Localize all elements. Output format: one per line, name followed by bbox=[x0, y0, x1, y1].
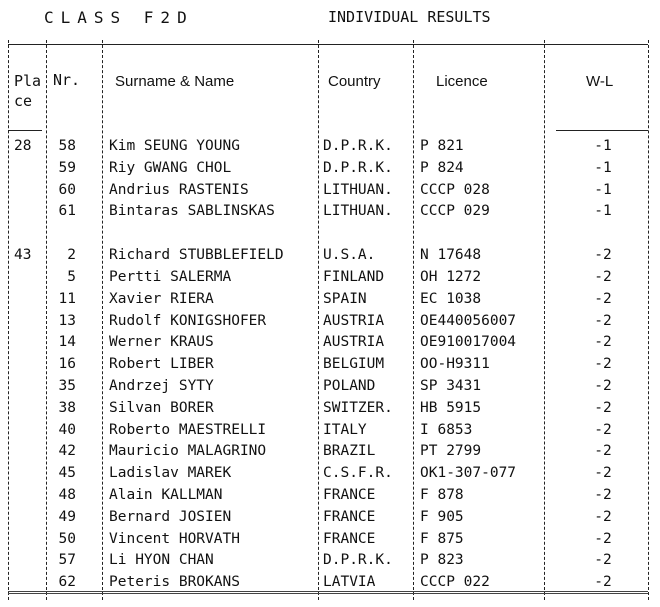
table-bottom-rule bbox=[8, 591, 648, 594]
nr-cell: 2 bbox=[67, 247, 76, 264]
nr-cell: 49 bbox=[58, 508, 76, 525]
table-row bbox=[8, 508, 652, 530]
name-cell: Rudolf KONIGSHOFER bbox=[109, 312, 267, 329]
name-cell: Alain KALLMAN bbox=[109, 486, 223, 503]
table-row bbox=[8, 181, 652, 203]
licence-cell: P 821 bbox=[420, 138, 464, 154]
country-cell: D.P.R.K. bbox=[323, 159, 393, 176]
table-row bbox=[8, 312, 652, 334]
nr-cell: 14 bbox=[58, 334, 76, 351]
header-surname: Surname & Name bbox=[115, 73, 235, 90]
licence-cell: OO-H9311 bbox=[420, 356, 490, 373]
nr-cell: 13 bbox=[58, 312, 76, 329]
table-row bbox=[8, 268, 652, 290]
table-row bbox=[8, 442, 652, 464]
country-cell: FINLAND bbox=[323, 268, 385, 285]
name-cell: Werner KRAUS bbox=[109, 334, 214, 351]
table-row bbox=[8, 377, 652, 399]
wl-cell: -2 bbox=[594, 486, 612, 503]
header-country: Country bbox=[328, 73, 381, 90]
result-group bbox=[8, 246, 652, 595]
table-row bbox=[8, 486, 652, 508]
licence-cell: OE910017004 bbox=[420, 334, 517, 351]
table-row bbox=[8, 137, 652, 159]
table-row bbox=[8, 290, 652, 312]
header-underline bbox=[556, 130, 648, 131]
wl-cell: -2 bbox=[594, 552, 612, 569]
licence-cell: CCCP 022 bbox=[420, 574, 490, 591]
wl-cell: -2 bbox=[594, 443, 612, 460]
name-cell: Bintaras SABLINSKAS bbox=[109, 203, 275, 220]
table-top-rule bbox=[8, 44, 648, 45]
nr-cell: 45 bbox=[58, 465, 76, 482]
country-cell: D.P.R.K. bbox=[323, 138, 393, 154]
wl-cell: -1 bbox=[594, 203, 612, 220]
results-subtitle: INDIVIDUAL RESULTS bbox=[328, 8, 491, 26]
nr-cell: 5 bbox=[67, 268, 76, 285]
licence-cell: CCCP 028 bbox=[420, 181, 490, 198]
wl-cell: -2 bbox=[594, 421, 612, 438]
name-cell: Roberto MAESTRELLI bbox=[109, 421, 267, 438]
wl-cell: -2 bbox=[594, 268, 612, 285]
licence-cell: SP 3431 bbox=[420, 377, 482, 394]
wl-cell: -2 bbox=[594, 290, 612, 307]
licence-cell: OH 1272 bbox=[420, 268, 482, 285]
table-row bbox=[8, 202, 652, 224]
result-group bbox=[8, 137, 652, 224]
licence-cell: I 6853 bbox=[420, 421, 473, 438]
group-spacer bbox=[8, 224, 652, 246]
country-cell: FRANCE bbox=[323, 486, 376, 503]
country-cell: LITHUAN. bbox=[323, 203, 393, 220]
country-cell: C.S.F.R. bbox=[323, 465, 393, 482]
place-cell: 43 bbox=[14, 247, 32, 264]
place-cell: 28 bbox=[14, 138, 32, 154]
nr-cell: 40 bbox=[58, 421, 76, 438]
nr-cell: 16 bbox=[58, 356, 76, 373]
table-row bbox=[8, 421, 652, 443]
class-title: CLASS F2D bbox=[44, 8, 194, 27]
name-cell: Kim SEUNG YOUNG bbox=[109, 138, 240, 154]
nr-cell: 48 bbox=[58, 486, 76, 503]
country-cell: BELGIUM bbox=[323, 356, 385, 373]
licence-cell: HB 5915 bbox=[420, 399, 482, 416]
table-row bbox=[8, 333, 652, 355]
table-row bbox=[8, 530, 652, 552]
name-cell: Silvan BORER bbox=[109, 399, 214, 416]
table-row bbox=[8, 464, 652, 486]
table-body bbox=[8, 137, 652, 595]
table-row bbox=[8, 355, 652, 377]
country-cell: LITHUAN. bbox=[323, 181, 393, 198]
wl-cell: -2 bbox=[594, 465, 612, 482]
table-row bbox=[8, 159, 652, 181]
nr-cell: 58 bbox=[58, 138, 76, 154]
nr-cell: 38 bbox=[58, 399, 76, 416]
licence-cell: P 824 bbox=[420, 159, 464, 176]
licence-cell: F 905 bbox=[420, 508, 464, 525]
name-cell: Pertti SALERMA bbox=[109, 268, 232, 285]
header-nr: Nr. bbox=[53, 71, 81, 89]
wl-cell: -2 bbox=[594, 530, 612, 547]
name-cell: Andrzej SYTY bbox=[109, 377, 214, 394]
licence-cell: P 823 bbox=[420, 552, 464, 569]
header-underline bbox=[8, 130, 42, 131]
country-cell: SWITZER. bbox=[323, 399, 393, 416]
country-cell: BRAZIL bbox=[323, 443, 376, 460]
country-cell: AUSTRIA bbox=[323, 334, 385, 351]
nr-cell: 57 bbox=[58, 552, 76, 569]
table-row bbox=[8, 551, 652, 573]
wl-cell: -1 bbox=[594, 181, 612, 198]
licence-cell: EC 1038 bbox=[420, 290, 482, 307]
licence-cell: F 878 bbox=[420, 486, 464, 503]
licence-cell: PT 2799 bbox=[420, 443, 482, 460]
licence-cell: CCCP 029 bbox=[420, 203, 490, 220]
header-place: Pla ce bbox=[14, 72, 42, 110]
licence-cell: OK1-307-077 bbox=[420, 465, 517, 482]
wl-cell: -2 bbox=[594, 312, 612, 329]
header-licence: Licence bbox=[436, 73, 488, 90]
country-cell: SPAIN bbox=[323, 290, 367, 307]
country-cell: AUSTRIA bbox=[323, 312, 385, 329]
wl-cell: -1 bbox=[594, 138, 612, 154]
licence-cell: N 17648 bbox=[420, 247, 482, 264]
wl-cell: -1 bbox=[594, 159, 612, 176]
country-cell: POLAND bbox=[323, 377, 376, 394]
country-cell: FRANCE bbox=[323, 530, 376, 547]
wl-cell: -2 bbox=[594, 247, 612, 264]
country-cell: LATVIA bbox=[323, 574, 376, 591]
name-cell: Mauricio MALAGRINO bbox=[109, 443, 267, 460]
header-wl: W-L bbox=[586, 73, 614, 90]
wl-cell: -2 bbox=[594, 377, 612, 394]
nr-cell: 59 bbox=[58, 159, 76, 176]
country-cell: D.P.R.K. bbox=[323, 552, 393, 569]
licence-cell: F 875 bbox=[420, 530, 464, 547]
wl-cell: -2 bbox=[594, 356, 612, 373]
name-cell: Vincent HORVATH bbox=[109, 530, 240, 547]
nr-cell: 35 bbox=[58, 377, 76, 394]
wl-cell: -2 bbox=[594, 574, 612, 591]
name-cell: Robert LIBER bbox=[109, 356, 214, 373]
table-row bbox=[8, 246, 652, 268]
name-cell: Andrius RASTENIS bbox=[109, 181, 249, 198]
country-cell: ITALY bbox=[323, 421, 367, 438]
country-cell: FRANCE bbox=[323, 508, 376, 525]
nr-cell: 50 bbox=[58, 530, 76, 547]
wl-cell: -2 bbox=[594, 399, 612, 416]
nr-cell: 61 bbox=[58, 203, 76, 220]
nr-cell: 60 bbox=[58, 181, 76, 198]
nr-cell: 62 bbox=[58, 574, 76, 591]
wl-cell: -2 bbox=[594, 334, 612, 351]
nr-cell: 42 bbox=[58, 443, 76, 460]
name-cell: Peteris BROKANS bbox=[109, 574, 240, 591]
name-cell: Riy GWANG CHOL bbox=[109, 159, 232, 176]
name-cell: Richard STUBBLEFIELD bbox=[109, 247, 284, 264]
licence-cell: OE440056007 bbox=[420, 312, 517, 329]
nr-cell: 11 bbox=[58, 290, 76, 307]
name-cell: Xavier RIERA bbox=[109, 290, 214, 307]
name-cell: Ladislav MAREK bbox=[109, 465, 232, 482]
name-cell: Bernard JOSIEN bbox=[109, 508, 232, 525]
country-cell: U.S.A. bbox=[323, 247, 376, 264]
wl-cell: -2 bbox=[594, 508, 612, 525]
table-row bbox=[8, 399, 652, 421]
results-table bbox=[8, 40, 652, 600]
name-cell: Li HYON CHAN bbox=[109, 552, 214, 569]
